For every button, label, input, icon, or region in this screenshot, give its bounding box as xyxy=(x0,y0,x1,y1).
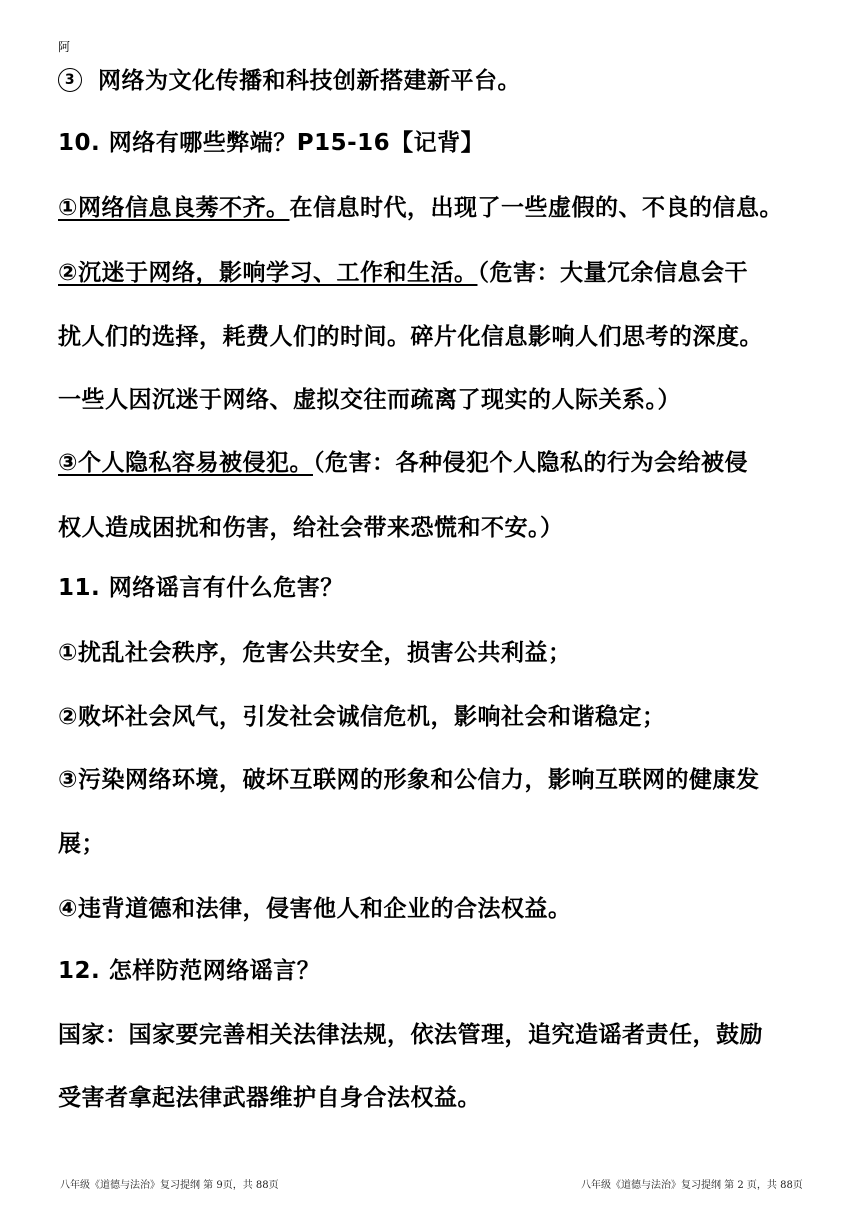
q10-point-2-cont-1: 扰人们的选择，耗费人们的时间。碎片化信息影响人们思考的深度。 xyxy=(58,324,763,350)
q10-point-2-detail: （危害：大量冗余信息会干 xyxy=(477,260,748,286)
question-12-heading: 12. 怎样防范网络谣言？ xyxy=(58,958,321,984)
item-3-line xyxy=(58,62,521,95)
q10-point-2 xyxy=(58,254,748,287)
item-3-text: 网络为文化传播和科技创新搭建新平台。 xyxy=(98,68,521,94)
q12-point-state-cont: 受害者拿起法律武器维护自身合法权益。 xyxy=(58,1085,481,1111)
q10-point-1 xyxy=(58,189,783,222)
q10-point-1-key: ①网络信息良莠不齐。 xyxy=(58,195,290,221)
q10-point-3 xyxy=(58,444,748,477)
question-10-heading: 10. 网络有哪些弊端？P15-16【记背】 xyxy=(58,130,485,156)
footer-right: 八年级《道德与法治》复习提纲 第 2 页，共 88页 xyxy=(581,1180,803,1191)
q11-point-4: ④违背道德和法律，侵害他人和企业的合法权益。 xyxy=(58,896,572,922)
q11-point-3-cont: 展； xyxy=(58,831,105,857)
q10-point-3-cont: 权人造成困扰和伤害，给社会带来恐慌和不安。） xyxy=(58,515,564,541)
q12-point-state: 国家：国家要完善相关法律法规，依法管理，追究造谣者责任，鼓励 xyxy=(58,1022,763,1048)
header-mark: 阿 xyxy=(58,40,71,54)
circled-number-3: 3 xyxy=(58,68,82,92)
q10-point-3-key: ③个人隐私容易被侵犯。 xyxy=(58,450,313,476)
q10-point-2-key: ②沉迷于网络，影响学习、工作和生活。 xyxy=(58,260,478,286)
q10-point-1-detail: 在信息时代，出现了一些虚假的、不良的信息。 xyxy=(289,195,783,221)
q10-point-2-cont-2: 一些人因沉迷于网络、虚拟交往而疏离了现实的人际关系。） xyxy=(58,387,681,413)
q11-point-3: ③污染网络环境，破坏互联网的形象和公信力，影响互联网的健康发 xyxy=(58,767,760,793)
q11-point-2: ②败坏社会风气，引发社会诚信危机，影响社会和谐稳定； xyxy=(58,704,666,730)
question-11-heading: 11. 网络谣言有什么危害？ xyxy=(58,575,344,601)
q10-point-3-detail: （危害：各种侵犯个人隐私的行为会给被侵 xyxy=(312,450,748,476)
q11-point-1: ①扰乱社会秩序，危害公共安全，损害公共利益； xyxy=(58,640,572,666)
footer-left: 八年级《道德与法治》复习提纲 第 9页，共 88页 xyxy=(60,1180,279,1191)
